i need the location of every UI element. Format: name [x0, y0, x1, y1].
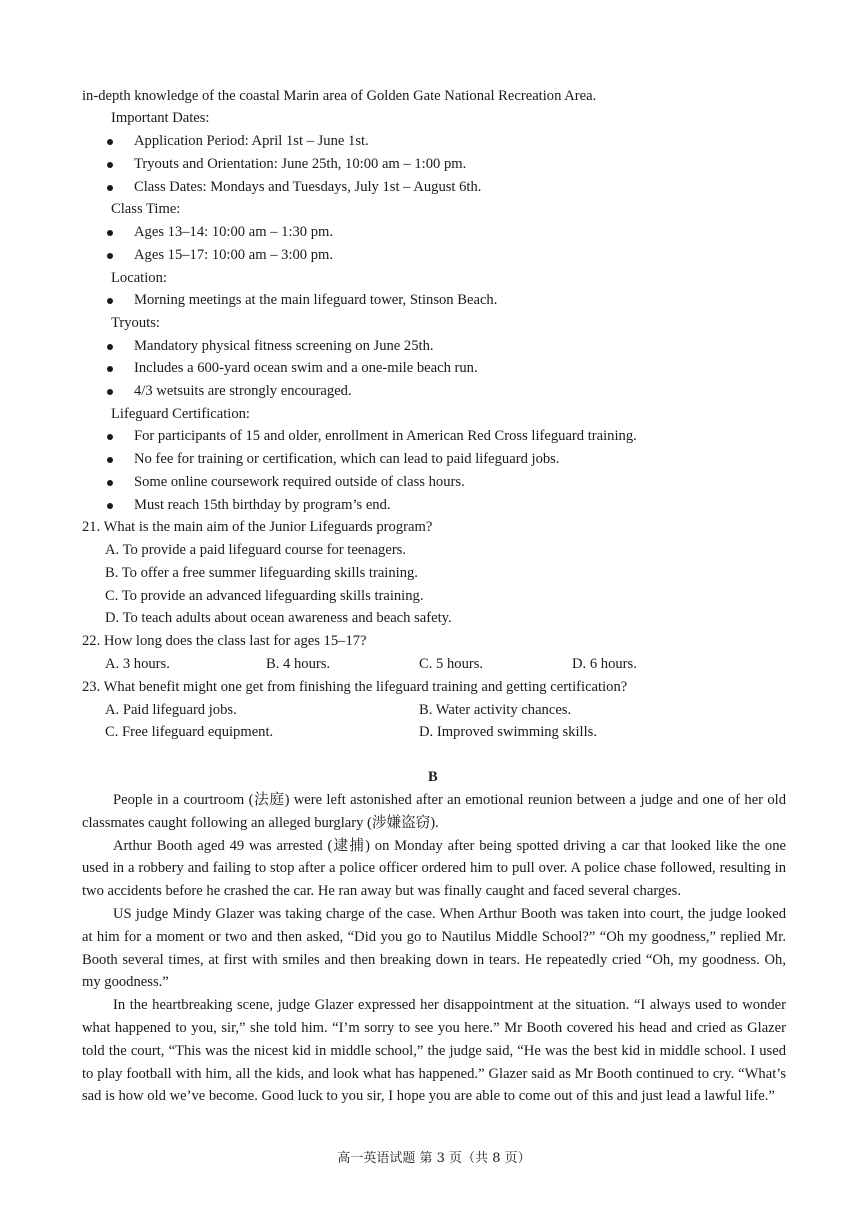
class-time-item: Ages 13–14: 10:00 am – 1:30 pm. [134, 224, 334, 240]
certification-item: Must reach 15th birthday by program’s end. [134, 497, 391, 513]
page-footer: 高一英语试题 第 3 页（共 8 页） [337, 1151, 531, 1166]
question-21-option-a: A. To provide a paid lifeguard course for teenagers. [105, 542, 407, 558]
certification-item: Some online coursework required outside of class hours. [134, 474, 465, 490]
certification-heading: Lifeguard Certification: [111, 406, 250, 422]
bullet-icon [107, 298, 113, 304]
question-22-option-a: A. 3 hours. [105, 656, 170, 672]
important-dates-item: Class Dates: Mondays and Tuesdays, July 1st – August 6th. [134, 179, 482, 195]
bullet-icon [107, 230, 113, 236]
question-21-option-c: C. To provide an advanced lifeguarding skills training. [105, 588, 424, 604]
important-dates-heading: Important Dates: [111, 110, 210, 126]
passage-paragraph: In the heartbreaking scene, judge Glazer expressed her disappointment at the situation. “I always used to wonder what happened to you, sir,” she told him. “I’m sorry to see you here.” Mr Booth covered his head and cried as Glazer told the court, “This was the nicest kid in middle school,” the judge said, “He was the best kid in middle school. I used to play football with him, all the kids, and look what has happened.” Glazer said as Mr Booth continued to cry. “What’s sad is how old we’ve become. Good luck to you sir, I hope you are able to come out of this and just lead a lawful life.” [82, 997, 786, 1105]
class-time-heading: Class Time: [111, 201, 181, 217]
question-22-option-d: D. 6 hours. [572, 656, 637, 672]
question-23-option-a: A. Paid lifeguard jobs. [105, 702, 237, 718]
bullet-icon [107, 503, 113, 509]
certification-item: For participants of 15 and older, enrollment in American Red Cross lifeguard training. [134, 428, 637, 444]
passage-paragraph: Arthur Booth aged 49 was arrested (逮捕) on Monday after being spotted driving a car that looked like the one used in a robbery and failing to stop after a police officer ordered him to pull over. A police chase followed, resulting in two accidents before he crashed the car. He ran away but was finally caught and faced several charges. [82, 837, 786, 900]
question-23-stem: 23. What benefit might one get from finishing the lifeguard training and getting certification? [82, 679, 628, 695]
question-23-option-d: D. Improved swimming skills. [419, 724, 597, 740]
section-b-passage [82, 789, 786, 1108]
passage-paragraph: People in a courtroom (法庭) were left astonished after an emotional reunion between a judge and one of her old classmates caught following an alleged burglary (涉嫌盗窃). [82, 792, 786, 831]
bullet-icon [107, 162, 113, 168]
question-21-stem: 21. What is the main aim of the Junior Lifeguards program? [82, 519, 433, 535]
intro-line: in-depth knowledge of the coastal Marin area of Golden Gate National Recreation Area. [82, 88, 597, 104]
important-dates-item: Application Period: April 1st – June 1st. [134, 133, 369, 149]
bullet-icon [107, 457, 113, 463]
bullet-icon [107, 434, 113, 440]
location-item: Morning meetings at the main lifeguard tower, Stinson Beach. [134, 292, 498, 308]
bullet-icon [107, 185, 113, 191]
question-21-option-d: D. To teach adults about ocean awareness and beach safety. [105, 610, 452, 626]
bullet-icon [107, 139, 113, 145]
bullet-icon [107, 480, 113, 486]
bullet-icon [107, 389, 113, 395]
question-23-option-b: B. Water activity chances. [419, 702, 572, 718]
tryouts-item: Includes a 600-yard ocean swim and a one-mile beach run. [134, 360, 478, 376]
important-dates-item: Tryouts and Orientation: June 25th, 10:00 am – 1:00 pm. [134, 156, 467, 172]
question-22-stem: 22. How long does the class last for ages 15–17? [82, 633, 367, 649]
question-22-option-c: C. 5 hours. [419, 656, 484, 672]
question-22-option-b: B. 4 hours. [266, 656, 331, 672]
bullet-icon [107, 253, 113, 259]
passage-paragraph: US judge Mindy Glazer was taking charge of the case. When Arthur Booth was taken into court, the judge looked at him for a moment or two and then asked, “Did you go to Nautilus Middle School?” “Oh my goodness,” replied Mr. Booth several times, at first with smiles and then breaking down in tears. He repeatedly cried “Oh, my goodness. Oh, my goodness.” [82, 905, 786, 991]
location-heading: Location: [111, 270, 167, 286]
tryouts-item: 4/3 wetsuits are strongly encouraged. [134, 383, 352, 399]
section-b-title: B [428, 769, 438, 785]
bullet-icon [107, 344, 113, 350]
class-time-item: Ages 15–17: 10:00 am – 3:00 pm. [134, 247, 334, 263]
tryouts-item: Mandatory physical fitness screening on June 25th. [134, 338, 434, 354]
question-23-option-c: C. Free lifeguard equipment. [105, 724, 274, 740]
certification-item: No fee for training or certification, which can lead to paid lifeguard jobs. [134, 451, 560, 467]
bullet-icon [107, 366, 113, 372]
question-21-option-b: B. To offer a free summer lifeguarding skills training. [105, 565, 418, 581]
tryouts-heading: Tryouts: [111, 315, 160, 331]
